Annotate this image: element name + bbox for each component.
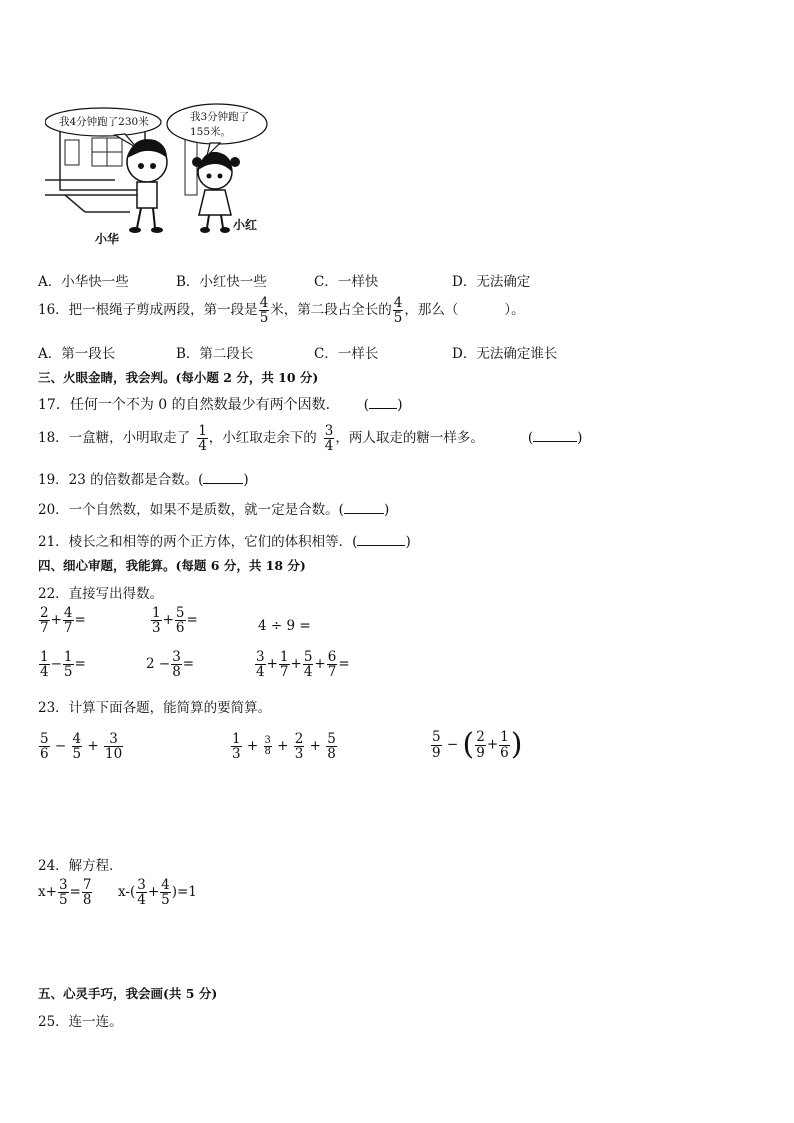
- section-4-heading: 四、细心审题，我能算。(每题 6 分，共 18 分): [38, 558, 306, 573]
- q16-option-b: B．第二段长: [176, 346, 254, 362]
- q16-fraction-2: $\frac{4}{5}$: [393, 295, 403, 327]
- section-5-heading: 五、心灵手巧，我会画(共 5 分): [38, 986, 218, 1001]
- q17-text: 17．任何一个不为 0 的自然数最少有两个因数．: [38, 397, 340, 413]
- q22-expression-3: 4 ÷ 9 =: [258, 618, 311, 634]
- q19-answer-blank[interactable]: [203, 471, 243, 484]
- q16-text-3: ，那么（: [404, 302, 459, 319]
- q16-option-d: D．无法确定谁长: [452, 346, 558, 362]
- q16-option-c: C．一样长: [314, 346, 379, 362]
- q23-expression-2: $\frac{1}{3}$ + $\frac{3}{8}$ + $\frac{2}{3}$ + $\frac{5}{8}$: [232, 731, 336, 763]
- q18-fraction-2: $\frac{3}{4}$: [324, 423, 334, 455]
- bubble-right-line2: 155米。: [190, 126, 232, 138]
- q23-expression-1: $\frac{5}{6}$ − $\frac{4}{5}$ + $\frac{3}{10}$: [40, 731, 123, 763]
- q20-answer-blank[interactable]: [344, 501, 384, 514]
- name-xiaohua: 小华: [95, 232, 120, 246]
- question-24-title: 24．解方程．: [38, 858, 123, 874]
- q16-text-2: 米，第二段占全长的: [270, 302, 392, 319]
- q16-text-1: 16．把一根绳子剪成两段，第一段是: [38, 302, 258, 319]
- q19-text: 19．23 的倍数都是合数。(: [38, 472, 204, 488]
- question-20: 20．一个自然数，如果不是质数，就一定是合数。( ): [38, 502, 390, 518]
- q16-fraction-1: $\frac{4}{5}$: [259, 295, 269, 327]
- q16-text-4: ）。: [504, 302, 525, 319]
- question-23-title: 23．计算下面各题，能简算的要简算。: [38, 700, 272, 716]
- question-16: [38, 296, 525, 325]
- q21-text: 21．棱长之和相等的两个正方体，它们的体积相等．(: [38, 534, 358, 550]
- section-3-heading: 三、火眼金睛，我会判。(每小题 2 分，共 10 分): [38, 370, 319, 385]
- q22-expression-6: $\frac{3}{4}$ + $\frac{1}{7}$ + $\frac{5}{4}$ + $\frac{6}{7}$ =: [256, 649, 350, 681]
- q18-text-2: ，小红取走余下的: [208, 430, 317, 447]
- bubble-right-line1: 我3分钟跑了: [190, 111, 250, 123]
- question-17: 17．任何一个不为 0 的自然数最少有两个因数． ( ): [38, 397, 403, 413]
- q15-option-c: C．一样快: [314, 274, 379, 290]
- q22-expression-2: $\frac{1}{3}$ + $\frac{5}{6}$ =: [152, 605, 198, 637]
- q18-fraction-1: $\frac{1}{4}$: [198, 423, 207, 455]
- q15-option-a: A．小华快一些: [38, 274, 129, 290]
- q16-option-a: A．第一段长: [38, 346, 116, 362]
- name-xiaohong: 小红: [233, 218, 258, 232]
- q15-option-d: D．无法确定: [452, 274, 531, 290]
- q24-equation-2: x-( $\frac{3}{4}$ + $\frac{4}{5}$ )=1: [118, 877, 197, 909]
- question-18: 18．一盒糖，小明取走了 $\frac{1}{4}$ ，小红取走余下的 $\frac{3}{4}$ ，两人取走的糖一样多。 ( ): [38, 423, 583, 455]
- q22-expression-5: 2 − $\frac{3}{8}$ =: [146, 649, 195, 681]
- running-kids-illustration: [45, 100, 280, 250]
- question-25: 25．连一连。: [38, 1014, 123, 1030]
- q17-answer-blank[interactable]: [369, 396, 397, 409]
- q18-text-1: 18．一盒糖，小明取走了: [38, 430, 191, 447]
- question-22-title: 22．直接写出得数。: [38, 586, 164, 602]
- question-19: 19．23 的倍数都是合数。( ): [38, 472, 249, 488]
- q21-answer-blank[interactable]: [357, 533, 405, 546]
- question-21: 21．棱长之和相等的两个正方体，它们的体积相等．( ): [38, 534, 411, 550]
- q15-option-b: B．小红快一些: [176, 274, 267, 290]
- q23-expression-3: $\frac{5}{9}$ − ( $\frac{2}{9}$ + $\frac{1}{6}$ ): [432, 727, 523, 762]
- q24-equation-1: x+ $\frac{3}{5}$ = $\frac{7}{8}$: [38, 877, 92, 909]
- q22-expression-4: $\frac{1}{4}$ − $\frac{1}{5}$ =: [40, 649, 86, 681]
- bubble-left-text: 我4分钟跑了230米: [59, 116, 149, 128]
- q20-text: 20．一个自然数，如果不是质数，就一定是合数。(: [38, 502, 344, 518]
- q22-expression-1: $\frac{2}{7}$ + $\frac{4}{7}$ =: [40, 605, 86, 637]
- q18-text-3: ，两人取走的糖一样多。: [335, 430, 484, 447]
- q18-answer-blank[interactable]: [533, 429, 577, 442]
